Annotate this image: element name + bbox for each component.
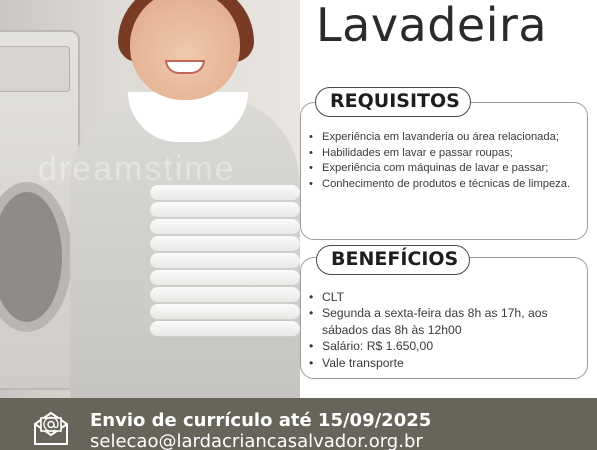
photo-watermark: dreamstime [38, 150, 236, 188]
requirements-heading: REQUISITOS [315, 87, 471, 117]
washer-door [0, 182, 72, 332]
contact-email-link[interactable]: selecao@lardacriancasalvador.org.br [90, 431, 423, 450]
list-item: • Experiência em lavanderia ou área relacionada; [309, 130, 583, 146]
benefits-heading: BENEFÍCIOS [316, 245, 470, 275]
email-at-icon [32, 410, 70, 446]
worker-photo [0, 0, 300, 398]
benefits-list [309, 289, 583, 371]
job-title: Lavadeira [316, 0, 548, 52]
list-item: • Salário: R$ 1.650,00 [309, 338, 583, 354]
list-item: • CLT [309, 289, 583, 305]
list-item: • Experiência com máquinas de lavar e passar; [309, 161, 583, 177]
list-item: • Segunda a sexta-feira das 8h as 17h, aos sábados das 8h às 12h00 [309, 305, 583, 338]
list-item: • Habilidades em lavar e passar roupas; [309, 146, 583, 162]
washer-panel [0, 46, 70, 92]
list-item: • Conhecimento de produtos e técnicas de limpeza. [309, 177, 583, 193]
face [130, 0, 240, 100]
requirements-list [309, 130, 583, 192]
list-item: • Vale transporte [309, 355, 583, 371]
washing-machine [0, 30, 80, 390]
towel-stack [150, 185, 300, 345]
cv-deadline: Envio de currículo até 15/09/2025 [90, 410, 432, 431]
